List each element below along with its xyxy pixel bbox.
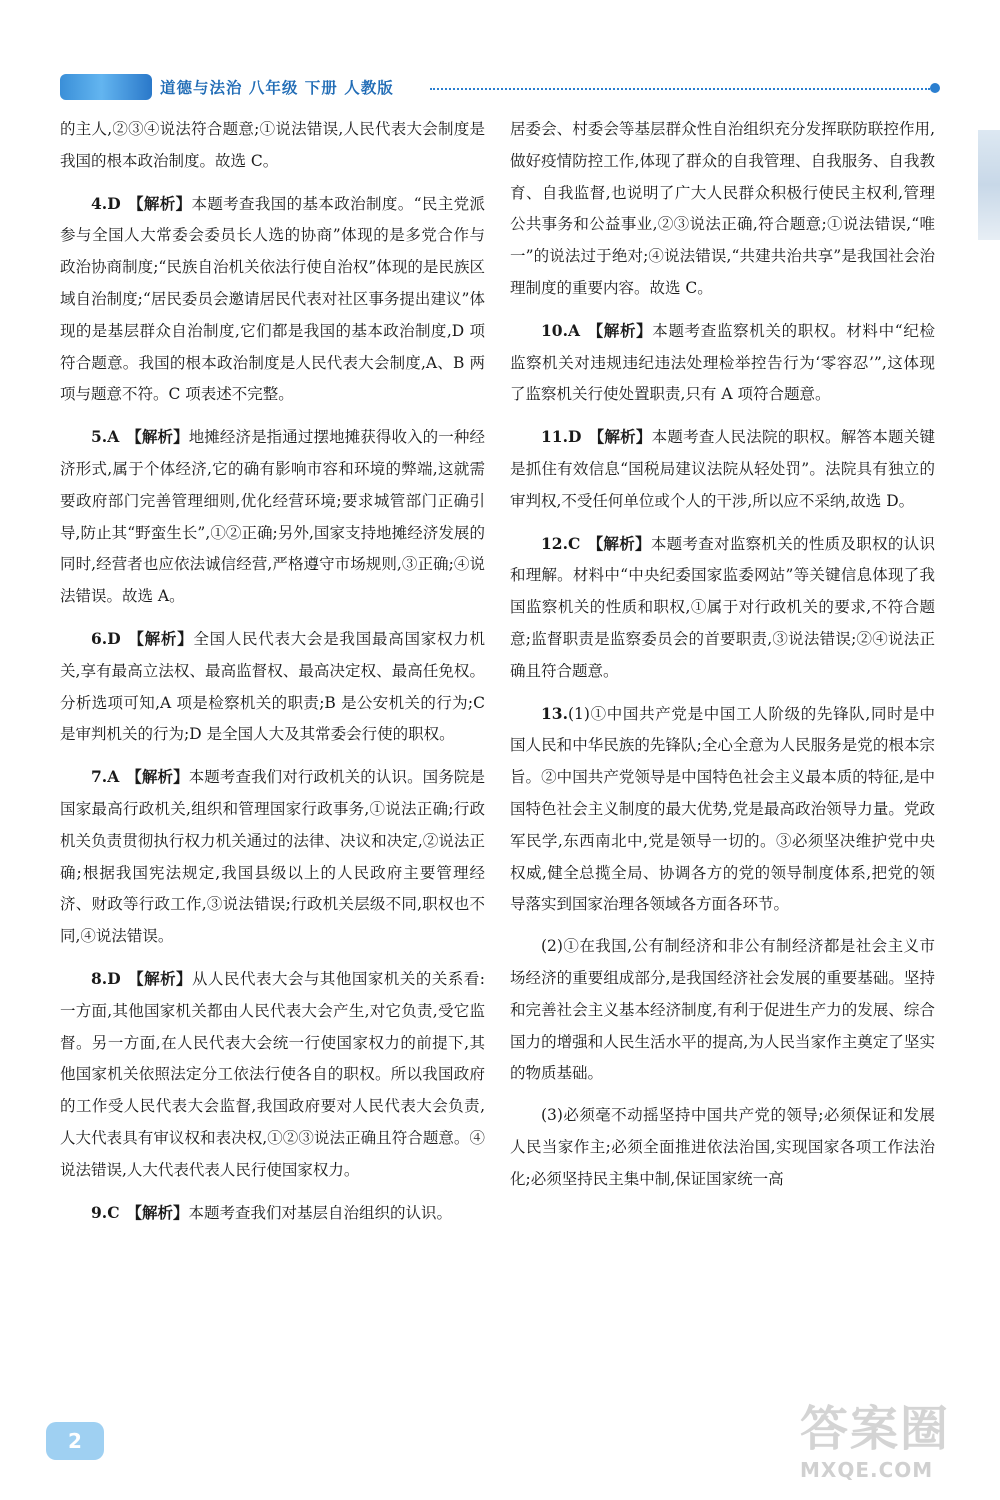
- answer-paragraph: [510, 114, 935, 305]
- answer-choice: C: [567, 533, 581, 553]
- analysis-tag: 【解析】: [126, 1202, 189, 1222]
- paragraph-text: 本题考查监察机关的职权。材料中“纪检监察机关对违规违纪违法处理检举控告行为‘零容忍’”,这体现了监察机关行使处置职责,只有 A 项符合题意。: [510, 321, 935, 404]
- answer-paragraph: [60, 1197, 485, 1230]
- question-number: 9.: [91, 1202, 108, 1222]
- question-number: 8.: [91, 968, 108, 988]
- answer-paragraph: [60, 421, 485, 613]
- question-number: 5.: [91, 427, 108, 447]
- paragraph-text: (2)①在我国,公有制经济和非公有制经济都是社会主义市场经济的重要组成部分,是我国经济社会发展的重要基础。坚持和完善社会主义基本经济制度,有利于促进生产力的发展、综合国力的增强和人民生活水平的提高,为人民当家作主奠定了坚实的物质基础。: [510, 937, 935, 1083]
- paragraph-text: 本题考查我国的基本政治制度。“民主党派参与全国人大常委会委员长人选的协商”体现的是多党合作与政治协商制度;“民族自治机关依法行使自治权”体现的是民族区域自治制度;“居民委员会邀请居民代表对社区事务提出建议”体现的是基层群众自治制度,它们都是我国的基本政治制度,D 项符合题意。我国的根本政治制度是人民代表大会制度,A、B 两项与题意不符。C 项表述不完整。: [60, 194, 485, 404]
- side-edge-strip: [978, 130, 1000, 240]
- question-number: 4.: [91, 193, 108, 213]
- header-title: 道德与法治 八年级 下册 人教版: [160, 79, 394, 97]
- paragraph-text: 的主人,②③④说法符合题意;①说法错误,人民代表大会制度是我国的根本政治制度。故选 C。: [60, 120, 486, 170]
- analysis-tag: 【解析】: [126, 767, 189, 787]
- answer-paragraph: [510, 931, 935, 1090]
- question-number: 7.: [91, 767, 108, 787]
- answer-paragraph: [510, 698, 935, 922]
- answer-paragraph: [510, 315, 935, 411]
- answer-choice: D: [107, 628, 121, 648]
- answer-choice: D: [107, 193, 121, 213]
- analysis-tag: 【解析】: [127, 968, 193, 988]
- answer-paragraph: [510, 421, 935, 517]
- analysis-tag: 【解析】: [127, 628, 194, 648]
- right-column: [510, 114, 935, 1206]
- paragraph-text: 本题考查我们对行政机关的认识。国务院是国家最高行政机关,组织和管理国家行政事务,①说法正确;行政机关负责贯彻执行权力机关通过的法律、决议和决定,②说法正确;根据我国宪法规定,我国县级以上的人民政府主要管理经济、财政等行政工作,③说法错误;行政机关层级不同,职权也不同,④说法错误。: [60, 768, 485, 946]
- watermark: [800, 1402, 980, 1490]
- analysis-tag: 【解析】: [588, 427, 652, 447]
- paragraph-text: 本题考查对监察机关的性质及职权的认识和理解。材料中“中央纪委国家监委网站”等关键信息体现了我国监察机关的性质和职权,①属于对行政机关的要求,不符合题意;监督职责是监察委员会的首要职责,③说法错误;②④说法正确且符合题意。: [510, 534, 935, 680]
- analysis-tag: 【解析】: [126, 427, 189, 447]
- answer-paragraph: [510, 1100, 935, 1195]
- question-number: 11.: [541, 427, 568, 447]
- watermark-url: MXQE.COM: [800, 1458, 934, 1482]
- header-logo-badge: [60, 74, 152, 100]
- question-number: 13.: [541, 703, 568, 723]
- page-number-badge: 2: [46, 1422, 104, 1460]
- answer-choice: A: [107, 427, 120, 447]
- header-end-dot: [930, 83, 940, 93]
- answer-choice: D: [567, 427, 582, 447]
- paragraph-text: (1)①中国共产党是中国工人阶级的先锋队,同时是中国人民和中华民族的先锋队;全心全意为人民服务是党的根本宗旨。②中国共产党领导是中国特色社会主义最本质的特征,是中国特色社会主义制度的最大优势,党是最高政治领导力量。党政军民学,东西南北中,党是领导一切的。③必须坚决维护党中央权威,健全总揽全局、协调各方的党的领导制度体系,把党的领导落实到国家治理各领域各方面各环节。: [510, 704, 935, 914]
- paragraph-text: (3)必须毫不动摇坚持中国共产党的领导;必须保证和发展人民当家作主;必须全面推进依法治国,实现国家各项工作法治化;必须坚持民主集中制,保证国家统一高: [510, 1106, 935, 1188]
- answer-choice: C: [107, 1202, 120, 1222]
- answer-paragraph: [60, 114, 485, 178]
- answer-choice: D: [107, 968, 121, 988]
- paragraph-text: 本题考查人民法院的职权。解答本题关键是抓住有效信息“国税局建议法院从轻处罚”。法院具有独立的审判权,不受任何单位或个人的干涉,所以应不采纳,故选 D。: [510, 428, 935, 510]
- analysis-tag: 【解析】: [586, 320, 653, 340]
- paragraph-text: 居委会、村委会等基层群众性自治组织充分发挥联防联控作用,做好疫情防控工作,体现了群众的自我管理、自我服务、自我教育、自我监督,也说明了广大人民群众积极行使民主权利,管理公共事务和公益事业,②③说法正确,符合题意;①说法错误,“唯一”的说法过于绝对;④说法错误,“共建共治共享”是我国社会治理制度的重要内容。故选 C。: [510, 120, 935, 297]
- answer-choice: A: [107, 767, 120, 787]
- question-number: 12.: [541, 533, 568, 553]
- left-column: [60, 114, 485, 1239]
- answer-paragraph: [60, 761, 485, 953]
- answer-paragraph: [60, 963, 485, 1187]
- answer-paragraph: [60, 188, 485, 412]
- question-number: 6.: [91, 628, 108, 648]
- page-header: [60, 72, 940, 104]
- paragraph-text: 地摊经济是指通过摆地摊获得收入的一种经济形式,属于个体经济,它的确有影响市容和环境的弊端,这就需要政府部门完善管理细则,优化经营环境;要求城管部门正确引导,防止其“野蛮生长”,①②正确;另外,国家支持地摊经济发展的同时,经营者也应依法诚信经营,严格遵守市场规则,③正确;④说法错误。故选 A。: [60, 428, 485, 606]
- answer-paragraph: [60, 623, 485, 751]
- header-dotted-rule: [430, 88, 930, 90]
- paragraph-text: 本题考查我们对基层自治组织的认识。: [188, 1203, 453, 1222]
- analysis-tag: 【解析】: [587, 533, 651, 553]
- analysis-tag: 【解析】: [127, 193, 192, 213]
- paragraph-text: 全国人民代表大会是我国最高国家权力机关,享有最高立法权、最高监督权、最高决定权、最高任免权。分析选项可知,A 项是检察机关的职责;B 是公安机关的行为;C 是审判机关的行为;D 是全国人大及其常委会行使的职权。: [60, 629, 485, 744]
- watermark-logo: 答案圈: [800, 1401, 951, 1457]
- answer-paragraph: [510, 528, 935, 688]
- answer-choice: A: [567, 320, 580, 340]
- question-number: 10.: [541, 320, 568, 340]
- paragraph-text: 从人民代表大会与其他国家机关的关系看:一方面,其他国家机关都由人民代表大会产生,对它负责,受它监督。另一方面,在人民代表大会统一行使国家权力的前提下,其他国家机关依照法定分工依法行使各自的职权。所以我国政府的工作受人民代表大会监督,我国政府要对人民代表大会负责,人大代表具有审议权和表决权,①②③说法正确且符合题意。④说法错误,人大代表代表人民行使国家权力。: [60, 969, 485, 1179]
